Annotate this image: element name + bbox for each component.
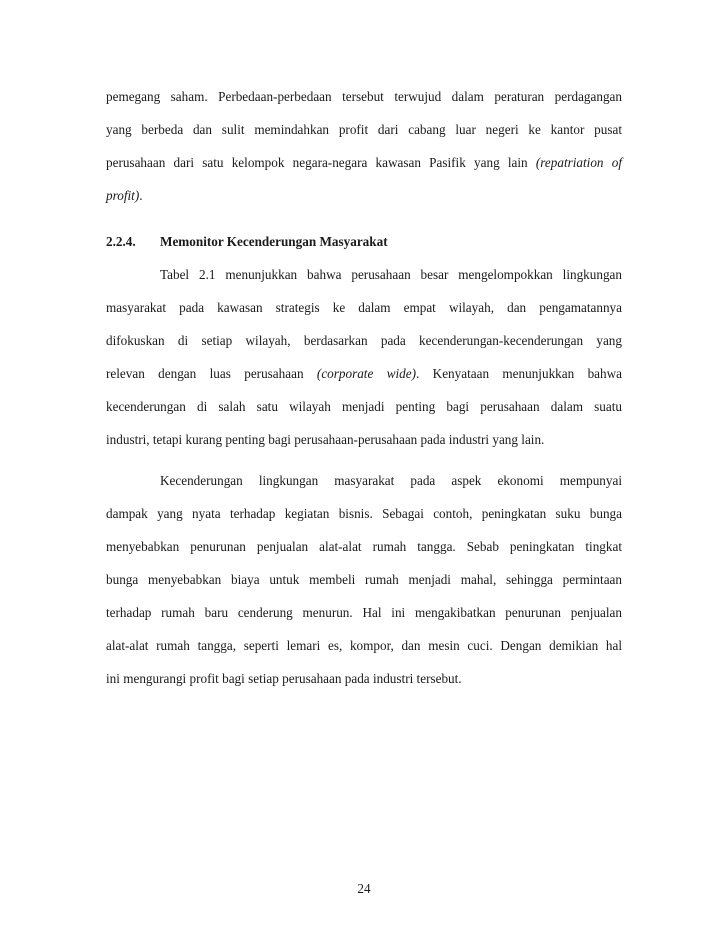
line-text: terhadap rumah baru cenderung menurun. Hal ini mengakibatkan penurunan penjualan	[106, 605, 622, 620]
line-text: pemegang saham. Perbedaan-perbedaan tersebut terwujud dalam peraturan perdagangan	[106, 89, 622, 104]
line-text: menyebabkan penurunan penjualan alat-alat rumah tangga. Sebab peningkatan tingkat	[106, 539, 622, 554]
paragraph-line	[106, 120, 622, 140]
line-text: yang berbeda dan sulit memindahkan profit dari cabang luar negeri ke kantor pusat	[106, 122, 622, 137]
paragraph-line	[106, 430, 622, 450]
line-text: . Kenyataan menunjukkan bahwa	[416, 366, 622, 381]
line-text: difokuskan di setiap wilayah, berdasarkan pada kecenderungan-kecenderungan yang	[106, 333, 622, 348]
line-text: masyarakat pada kawasan strategis ke dalam empat wilayah, dan pengamatannya	[106, 300, 622, 315]
page-number: 24	[357, 881, 371, 896]
italic-term: (corporate wide)	[316, 366, 416, 381]
paragraph-line	[106, 331, 622, 351]
paragraph-line	[160, 471, 622, 491]
paragraph-line	[106, 397, 622, 417]
line-text: Tabel 2.1 menunjukkan bahwa perusahaan besar mengelompokkan lingkungan	[160, 267, 622, 282]
paragraph-line	[106, 603, 622, 623]
italic-term: (repatriation of	[535, 155, 622, 170]
line-text: alat-alat rumah tangga, seperti lemari es, kompor, dan mesin cuci. Dengan demikian hal	[106, 638, 622, 653]
line-text: dampak yang nyata terhadap kegiatan bisnis. Sebagai contoh, peningkatan suku bunga	[106, 506, 622, 521]
paragraph-line	[106, 570, 622, 590]
line-text: kecenderungan di salah satu wilayah menjadi penting bagi perusahaan dalam suatu	[106, 399, 622, 414]
paragraph-line	[106, 636, 622, 656]
section-heading	[106, 232, 622, 252]
paragraph-line	[106, 298, 622, 318]
line-text: .	[139, 188, 143, 203]
paragraph-line	[106, 364, 622, 384]
line-text: bunga menyebabkan biaya untuk membeli rumah menjadi mahal, sehingga permintaan	[106, 572, 622, 587]
line-text: Kecenderungan lingkungan masyarakat pada aspek ekonomi mempunyai	[160, 473, 622, 488]
line-text: industri, tetapi kurang penting bagi perusahaan-perusahaan pada industri yang lain.	[106, 432, 545, 447]
italic-term: profit)	[106, 188, 140, 203]
line-text: relevan dengan luas perusahaan	[106, 366, 317, 381]
section-title: Memonitor Kecenderungan Masyarakat	[160, 234, 388, 249]
paragraph-line	[106, 153, 622, 173]
paragraph-line	[106, 186, 622, 206]
line-text: perusahaan dari satu kelompok negara-negara kawasan Pasifik yang lain	[106, 155, 536, 170]
line-text: ini mengurangi profit bagi setiap perusahaan pada industri tersebut.	[106, 671, 462, 686]
paragraph-line	[160, 265, 622, 285]
paragraph-line	[106, 669, 622, 689]
section-number: 2.2.4.	[106, 234, 136, 249]
paragraph-line	[106, 87, 622, 107]
paragraph-line	[106, 537, 622, 557]
paragraph-line	[106, 504, 622, 524]
